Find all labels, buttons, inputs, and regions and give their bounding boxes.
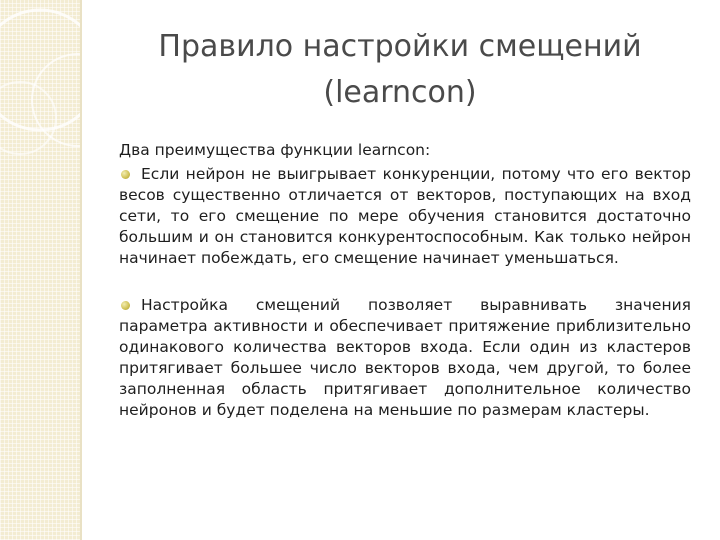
slide-body [119, 140, 691, 421]
bullet-text-2: Настройка смещений позволяет выравнивать значения параметра активности и обеспечивает притяжение приблизительно одинакового количества векторов входа. Если один из кластеров притягивает большее число векторов входа, чем другой, то более заполненная область притягивает дополнительное количество нейронов и будет поделена на меньшие по размерам кластеры. [119, 296, 691, 419]
slide-title-line-2: (learncon) [323, 75, 477, 110]
decorative-side-panel [0, 0, 80, 540]
bullet-marker-icon [121, 170, 130, 179]
bullet-item-1 [119, 164, 691, 269]
bullet-marker-icon [121, 301, 130, 310]
panel-divider [80, 0, 82, 540]
slide-title-line-1: Правило настройки смещений [158, 29, 642, 64]
bullet-text-1: Если нейрон не выигрывает конкуренции, потому что его вектор весов существенно отличается от векторов, поступающих на вход сети, то его смещение по мере обучения становится достаточно большим и он становится конкурентоспособным. Как только нейрон начинает побеждать, его смещение начинает уменьшаться. [119, 165, 691, 267]
slide-title [120, 24, 680, 116]
intro-text: Два преимущества функции learncon: [119, 141, 431, 159]
bullet-item-2 [119, 295, 691, 421]
